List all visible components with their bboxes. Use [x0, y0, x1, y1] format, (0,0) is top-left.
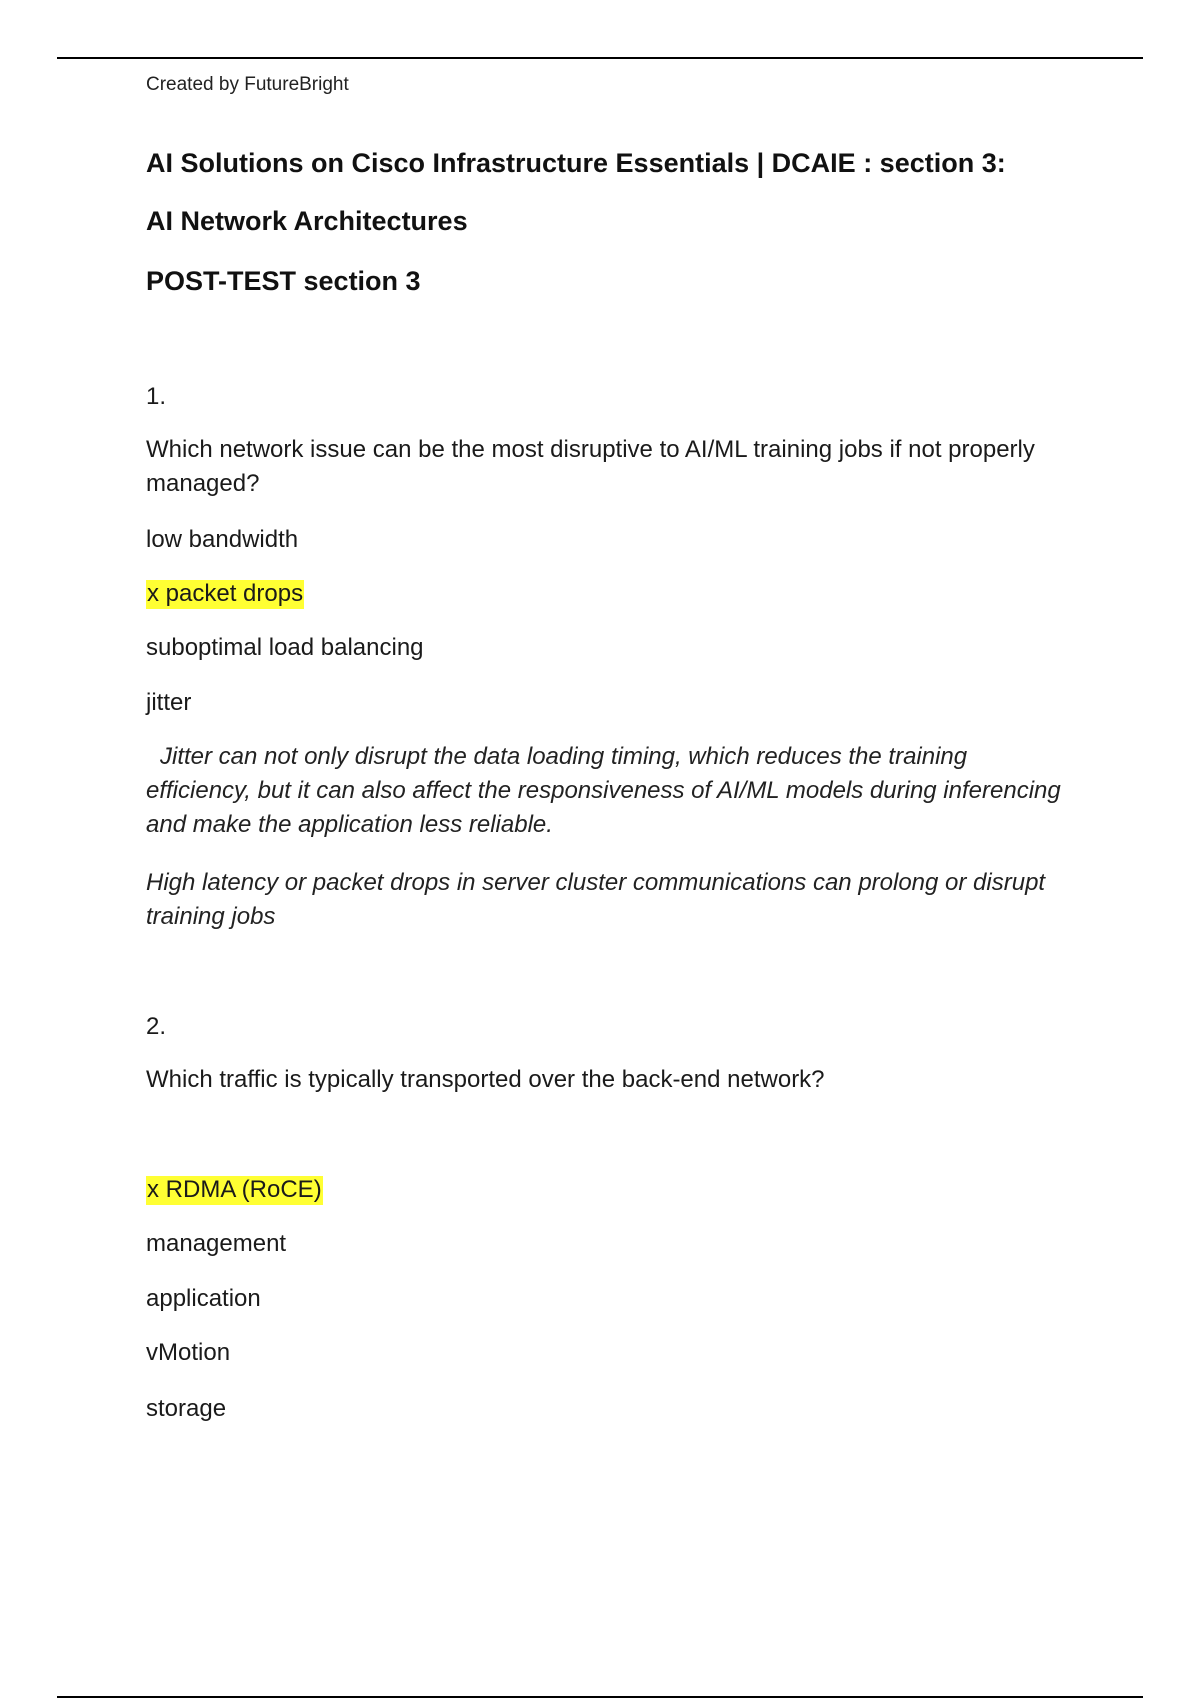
- test-title: POST-TEST section 3: [146, 266, 421, 296]
- page-bottom-rule: [57, 1696, 1143, 1698]
- option-text: jitter: [146, 689, 192, 716]
- question-2-option: [146, 1336, 230, 1370]
- question-2-option: [146, 1227, 286, 1261]
- question-2-option: [146, 1392, 226, 1426]
- question-1-number: 1.: [146, 383, 167, 410]
- question-2-prompt: Which traffic is typically transported over the back-end network?: [146, 1066, 825, 1093]
- question-2-number: 2.: [146, 1013, 167, 1040]
- page-top-rule: [57, 57, 1143, 59]
- option-text: suboptimal load balancing: [146, 634, 424, 661]
- highlighted-answer: x RDMA (RoCE): [147, 1176, 322, 1203]
- highlighted-answer: x packet drops: [147, 580, 304, 607]
- question-2-option: [146, 1282, 261, 1316]
- option-text: storage: [146, 1395, 227, 1422]
- question-2-correct-option: [146, 1173, 323, 1207]
- option-text: low bandwidth: [146, 526, 299, 553]
- question-1-option: [146, 686, 191, 720]
- question-1-correct-option: [146, 577, 304, 611]
- option-text: vMotion: [146, 1339, 231, 1366]
- option-text: management: [146, 1230, 287, 1257]
- question-1-option: [146, 631, 424, 665]
- document-title: AI Solutions on Cisco Infrastructure Essentials | DCAIE : section 3:: [146, 148, 1006, 178]
- question-1-explanation: Jitter can not only disrupt the data loading timing, which reduces the training efficiency, but it can also affect the responsiveness of AI/ML models during inferencing and make the application less reliable.: [146, 743, 1061, 838]
- section-title: AI Network Architectures: [146, 206, 468, 236]
- created-by-note: Created by FutureBright: [146, 74, 349, 95]
- question-1-prompt: Which network issue can be the most disruptive to AI/ML training jobs if not properly managed?: [146, 436, 1035, 497]
- question-1-option: [146, 523, 298, 557]
- question-1-explanation: High latency or packet drops in server cluster communications can prolong or disrupt training jobs: [146, 869, 1046, 930]
- option-text: application: [146, 1285, 261, 1312]
